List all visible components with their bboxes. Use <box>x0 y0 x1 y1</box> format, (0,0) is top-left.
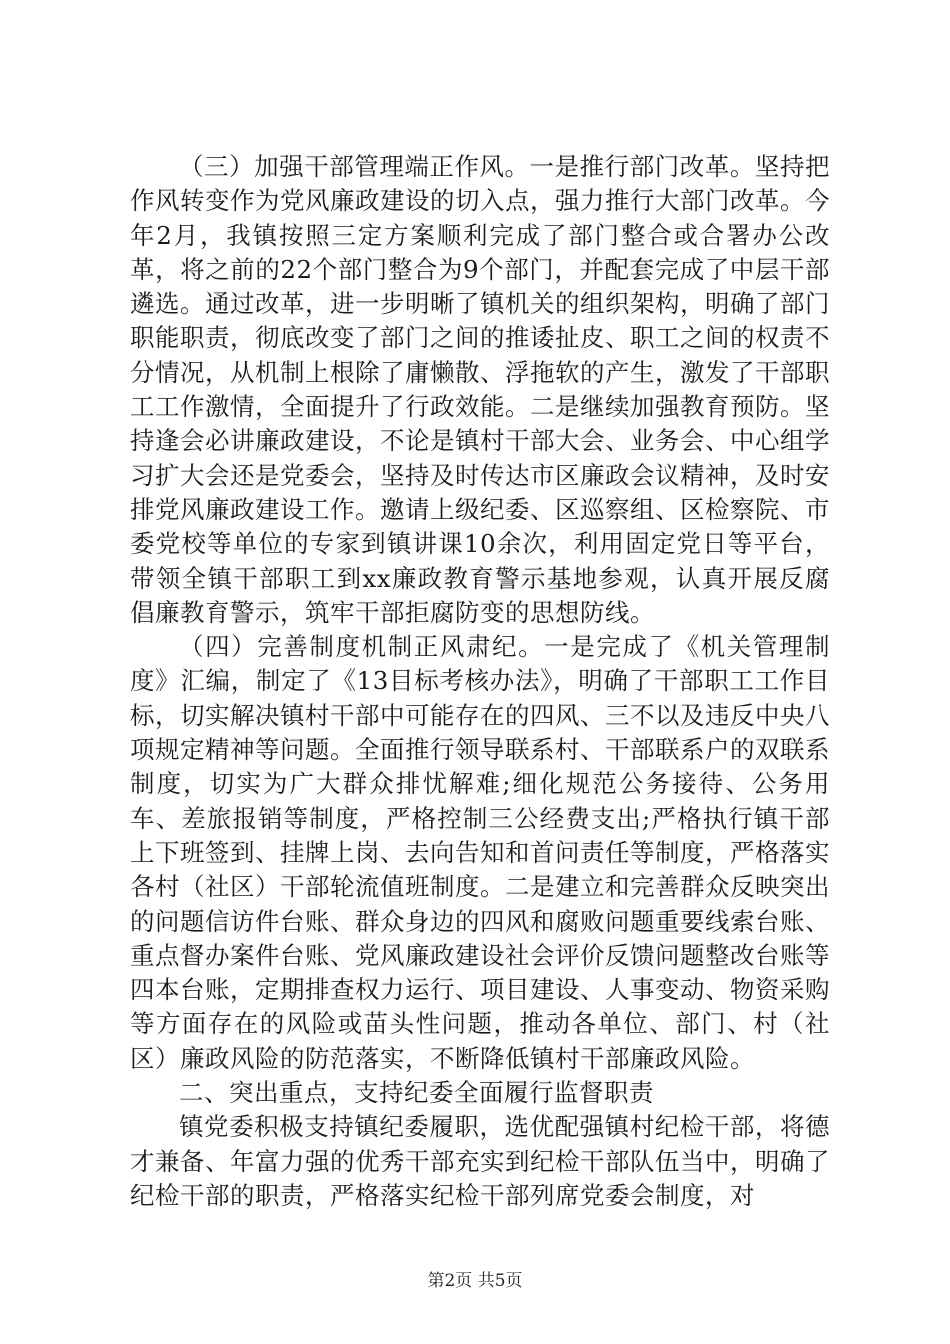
document-body <box>130 150 830 1213</box>
section-heading-2: 二、突出重点，支持纪委全面履行监督职责 <box>179 1078 654 1108</box>
paragraph-discipline-support: 镇党委积极支持镇纪委履职，选优配强镇村纪检干部，将德才兼备、年富力强的优秀干部充实到纪检干部队伍当中，明确了纪检干部的职责，严格落实纪检干部列席党委会制度，对 <box>130 1112 830 1210</box>
page-footer: 第2页 共5页 <box>427 1271 523 1291</box>
paragraph-section-4: （四）完善制度机制正风肃纪。一是完成了《机关管理制度》汇编，制定了《13目标考核办法》，明确了干部职工工作目标，切实解决镇村干部中可能存在的四风、三不以及违反中央八项规定精神等问题。全面推行领导联系村、干部联系户的双联系制度，切实为广大群众排忧解难;细化规范公务接待、公务用车、差旅报销等制度，严格控制三公经费支出;严格执行镇干部上下班签到、挂牌上岗、去向告知和首问责任等制度，严格落实各村（社区）干部轮流值班制度。二是建立和完善群众反映突出的问题信访件台账、群众身边的四风和腐败问题重要线索台账、重点督办案件台账、党风廉政建设社会评价反馈问题整改台账等四本台账，定期排查权力运行、项目建设、人事变动、物资采购等方面存在的风险或苗头性问题，推动各单位、部门、村（社区）廉政风险的防范落实，不断降低镇村干部廉政风险。 <box>130 632 830 1073</box>
paragraph-section-3: （三）加强干部管理端正作风。一是推行部门改革。坚持把作风转变作为党风廉政建设的切入点，强力推行大部门改革。今年2月，我镇按照三定方案顺利完成了部门整合或合署办公改革，将之前的22个部门整合为9个部门，并配套完成了中层干部遴选。通过改革，进一步明晰了镇机关的组织架构，明确了部门职能职责，彻底改变了部门之间的推诿扯皮、职工之间的权责不分情况，从机制上根除了庸懒散、浮拖软的产生，激发了干部职工工作激情，全面提升了行政效能。二是继续加强教育预防。坚持逢会必讲廉政建设，不论是镇村干部大会、业务会、中心组学习扩大会还是党委会，坚持及时传达市区廉政会议精神，及时安排党风廉政建设工作。邀请上级纪委、区巡察组、区检察院、市委党校等单位的专家到镇讲课10余次，利用固定党日等平台，带领全镇干部职工到xx廉政教育警示基地参观，认真开展反腐倡廉教育警示，筑牢干部拒腐防变的思想防线。 <box>130 152 830 627</box>
